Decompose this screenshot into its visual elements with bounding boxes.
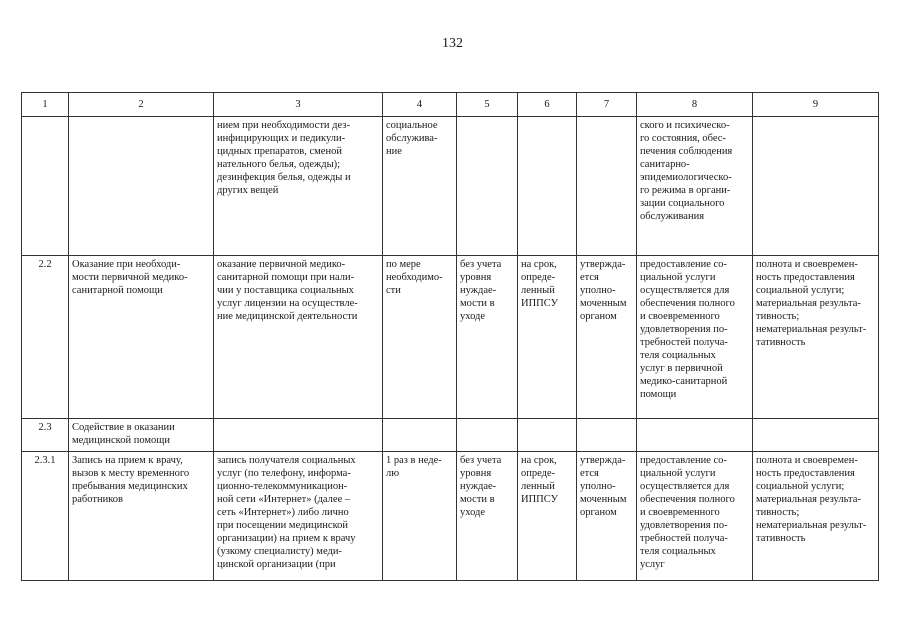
service-tariff: утвержда- ется уполно- моченным органом — [577, 256, 637, 419]
service-need-level: без учета уровня нуждае- мости в уходе — [457, 256, 518, 419]
header-cell: 8 — [637, 93, 753, 117]
service-tariff — [577, 419, 637, 452]
service-term — [518, 117, 577, 256]
service-term: на срок, опреде- ленный ИППСУ — [518, 256, 577, 419]
service-description: оказание первичной медико- санитарной помощи при нали- чии у поставщика социальных услуг лицензии на осуществле- ние медицинской деятельности — [214, 256, 383, 419]
row-number: 2.2 — [22, 256, 69, 419]
service-frequency: по мере необходимо- сти — [383, 256, 457, 419]
header-cell: 2 — [69, 93, 214, 117]
service-name: Содействие в оказании медицинской помощи — [69, 419, 214, 452]
service-quality — [753, 117, 879, 256]
table-row — [22, 117, 879, 256]
services-table — [21, 92, 879, 581]
service-name — [69, 117, 214, 256]
header-cell: 9 — [753, 93, 879, 117]
header-cell: 3 — [214, 93, 383, 117]
service-frequency — [383, 419, 457, 452]
service-quality: полнота и своевремен- ность предоставления социальной услуги; материальная результа- тивность; нематериальная результ- тативность — [753, 452, 879, 581]
service-conditions: ского и психическо- го состояния, обес- печения соблюдения санитарно- эпидемиологическо- го режима в органи- зации социального обслуживания — [637, 117, 753, 256]
row-number: 2.3.1 — [22, 452, 69, 581]
row-number: 2.3 — [22, 419, 69, 452]
service-need-level — [457, 419, 518, 452]
header-cell: 7 — [577, 93, 637, 117]
service-description: запись получателя социальных услуг (по телефону, информа- ционно-телекоммуникацион- ной сети «Интернет» (далее – сеть «Интернет») либо лично при посещении медицинской организации) на прием к врачу (узкому специалисту) меди- цинской организации (при — [214, 452, 383, 581]
service-name: Оказание при необходи- мости первичной медико- санитарной помощи — [69, 256, 214, 419]
header-cell: 1 — [22, 93, 69, 117]
service-conditions: предоставление со- циальной услуги осуществляется для обеспечения полного и своевременного удовлетворения по- требностей получа- теля социальных услуг в первичной медико-санитарной помощи — [637, 256, 753, 419]
page-number: 132 — [442, 36, 463, 51]
service-frequency: 1 раз в неде- лю — [383, 452, 457, 581]
service-need-level: без учета уровня нуждае- мости в уходе — [457, 452, 518, 581]
service-tariff: утвержда- ется уполно- моченным органом — [577, 452, 637, 581]
header-cell: 4 — [383, 93, 457, 117]
service-quality: полнота и своевремен- ность предоставления социальной услуги; материальная результа- тивность; нематериальная результ- тативность — [753, 256, 879, 419]
service-description — [214, 419, 383, 452]
service-conditions — [637, 419, 753, 452]
header-cell: 5 — [457, 93, 518, 117]
service-term: на срок, опреде- ленный ИППСУ — [518, 452, 577, 581]
service-frequency: социальное обслужива- ние — [383, 117, 457, 256]
service-description: нием при необходимости дез- инфицирующих и педикули- цидных препаратов, сменой нательного белья, одежды); дезинфекция белья, одежды и других вещей — [214, 117, 383, 256]
service-tariff — [577, 117, 637, 256]
service-conditions: предоставление со- циальной услуги осуществляется для обеспечения полного и своевременного удовлетворения по- требностей получа- теля социальных услуг — [637, 452, 753, 581]
service-quality — [753, 419, 879, 452]
header-row — [22, 93, 879, 117]
table-row — [22, 419, 879, 452]
service-term — [518, 419, 577, 452]
row-number — [22, 117, 69, 256]
table-row — [22, 452, 879, 581]
service-name: Запись на прием к врачу, вызов к месту временного пребывания медицинских работников — [69, 452, 214, 581]
table-row — [22, 256, 879, 419]
header-cell: 6 — [518, 93, 577, 117]
service-need-level — [457, 117, 518, 256]
